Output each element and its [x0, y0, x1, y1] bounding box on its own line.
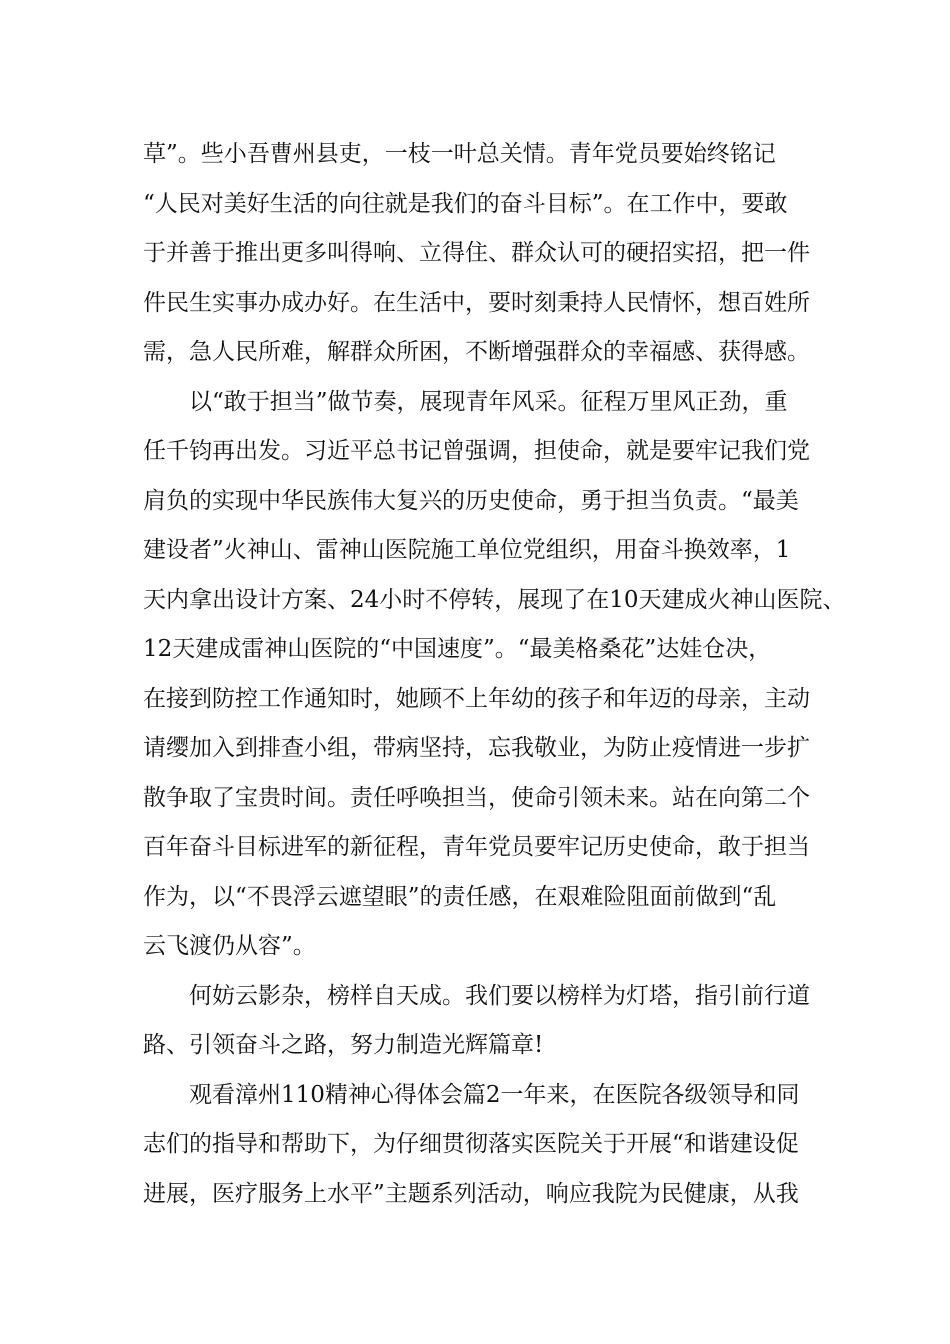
text-line: 件民生实事办成办好。在生活中，要时刻秉持人民情怀，想百姓所: [143, 289, 810, 316]
text-line: 天内拿出设计方案、24小时不停转，展现了在10天建成火神山医院、: [143, 586, 846, 613]
text-line: 志们的指导和帮助下，为仔细贯彻落实医院关于开展“和谐建设促: [143, 1131, 799, 1157]
text-line: 12天建成雷神山医院的“中国速度”。“最美格桑花”达娃仓决，: [143, 636, 772, 662]
paragraph-start-line: 何妨云影杂，榜样自天成。我们要以榜样为灯塔，指引前行道: [189, 982, 810, 1009]
text-line: 草”。些小吾曹州县吏，一枝一叶总关情。青年党员要始终铭记: [143, 141, 776, 167]
text-line: 需，急人民所难，解群众所困，不断增强群众的幸福感、获得感。: [143, 339, 810, 365]
text-line: 任千钧再出发。习近平总书记曾强调，担使命，就是要牢记我们党: [143, 438, 810, 464]
text-line: “人民对美好生活的向往就是我们的奋斗目标”。在工作中，要敢: [143, 190, 788, 217]
text-line: 散争取了宝贵时间。责任呼唤担当，使命引领未来。站在向第二个: [143, 784, 810, 811]
text-line: 云飞渡仍从容”。: [143, 933, 316, 959]
text-line: 路、引领奋斗之路，努力制造光辉篇章!: [143, 1032, 544, 1058]
text-line: 在接到防控工作通知时，她顾不上年幼的孩子和年迈的母亲，主动: [143, 685, 810, 712]
text-line: 进展，医疗服务上水平”主题系列活动，响应我院为民健康，从我: [143, 1180, 799, 1207]
text-line: 请缨加入到排查小组，带病坚持，忘我敬业，为防止疫情进一步扩: [143, 735, 810, 761]
document-body: [143, 130, 846, 1219]
paragraph-start-line: 观看漳州110精神心得体会篇2一年来，在医院各级领导和同: [189, 1081, 800, 1108]
paragraph-start-line: 以“敢于担当”做节奏，展现青年风采。征程万里风正劲，重: [189, 388, 788, 415]
text-line: 作为，以“不畏浮云遮望眼”的责任感，在艰难险阻面前做到“乱: [143, 883, 777, 910]
text-line: 百年奋斗目标进军的新征程，青年党员要牢记历史使命，敢于担当: [143, 834, 810, 860]
text-line: 建设者”火神山、雷神山医院施工单位党组织，用奋斗换效率，1: [143, 537, 791, 563]
text-line: 肩负的实现中华民族伟大复兴的历史使命，勇于担当负责。“最美: [143, 487, 799, 514]
text-line: 于并善于推出更多叫得响、立得住、群众认可的硬招实招，把一件: [143, 240, 810, 266]
